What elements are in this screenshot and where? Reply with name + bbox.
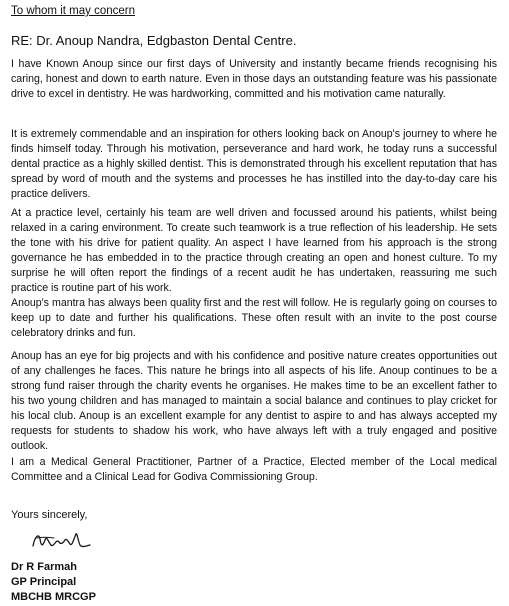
signatory-role: GP Principal <box>11 576 77 588</box>
paragraph-5: Anoup has an eye for big projects and with his confidence and positive nature creates opportunities out of any challenges he faces. This nature he brings into all aspects of his life. Anoup continues to be a strong fund raiser through the charity events he organises. He makes time to be an excellent father to his two young children and has managed to maintain a social balance and continues to play cricket for his local club. Anoup is an excellent example for any dentist to aspire to and has always accepted my requests for students to shadow his work, who have always left with a truly engaged and positive outlook. <box>11 350 497 452</box>
paragraph-2: It is extremely commendable and an inspiration for others looking back on Anoup's journey to where he finds himself today. Through his motivation, perseverance and hard work, he today runs a successful dental practice as a highly skilled dentist. This is demonstrated through his excellent reputation that has spread by word of mouth and the systems and processes he has instilled into the day-to-day care his practice delivers. <box>11 128 497 200</box>
paragraph-4: Anoup's mantra has always been quality first and the rest will follow. He is regularly going on courses to keep up to date and further his qualifications. These often result with an invite to the post course celebratory drinks and fun. <box>11 297 497 339</box>
subject-line: RE: Dr. Anoup Nandra, Edgbaston Dental Centre. <box>11 33 297 48</box>
paragraph-6: I am a Medical General Practitioner, Partner of a Practice, Elected member of the Local medical Committee and a Clinical Lead for Godiva Commissioning Group. <box>11 456 497 483</box>
signatory-qualifications: MBCHB MRCGP <box>11 591 96 603</box>
signatory-name: Dr R Farmah <box>11 561 78 573</box>
paragraph-3: At a practice level, certainly his team are well driven and focussed around his patients, whilst being relaxed in a caring environment. To create such teamwork is a true reflection of his leadership. He sets the tone with his drive for patient quality. An aspect I have learned from his approach is the strong governance he has embedded in to the practice through creating an open and honest culture. To my surprise he will often report the findings of a recent audit he has undertaken, reassuring me such practice is routine part of his work. <box>11 207 497 294</box>
handwritten-signature <box>30 527 92 553</box>
signature-block <box>11 560 96 605</box>
salutation: To whom it may concern <box>11 5 135 17</box>
closing-line: Yours sincerely, <box>11 509 88 521</box>
paragraph-1: I have Known Anoup since our first days of University and instantly became friends recognising his caring, honest and down to earth nature. Even in those days an outstanding feature was his passionate drive to excel in dentistry. He was hardworking, committed and his motivation came naturally. <box>11 58 497 100</box>
